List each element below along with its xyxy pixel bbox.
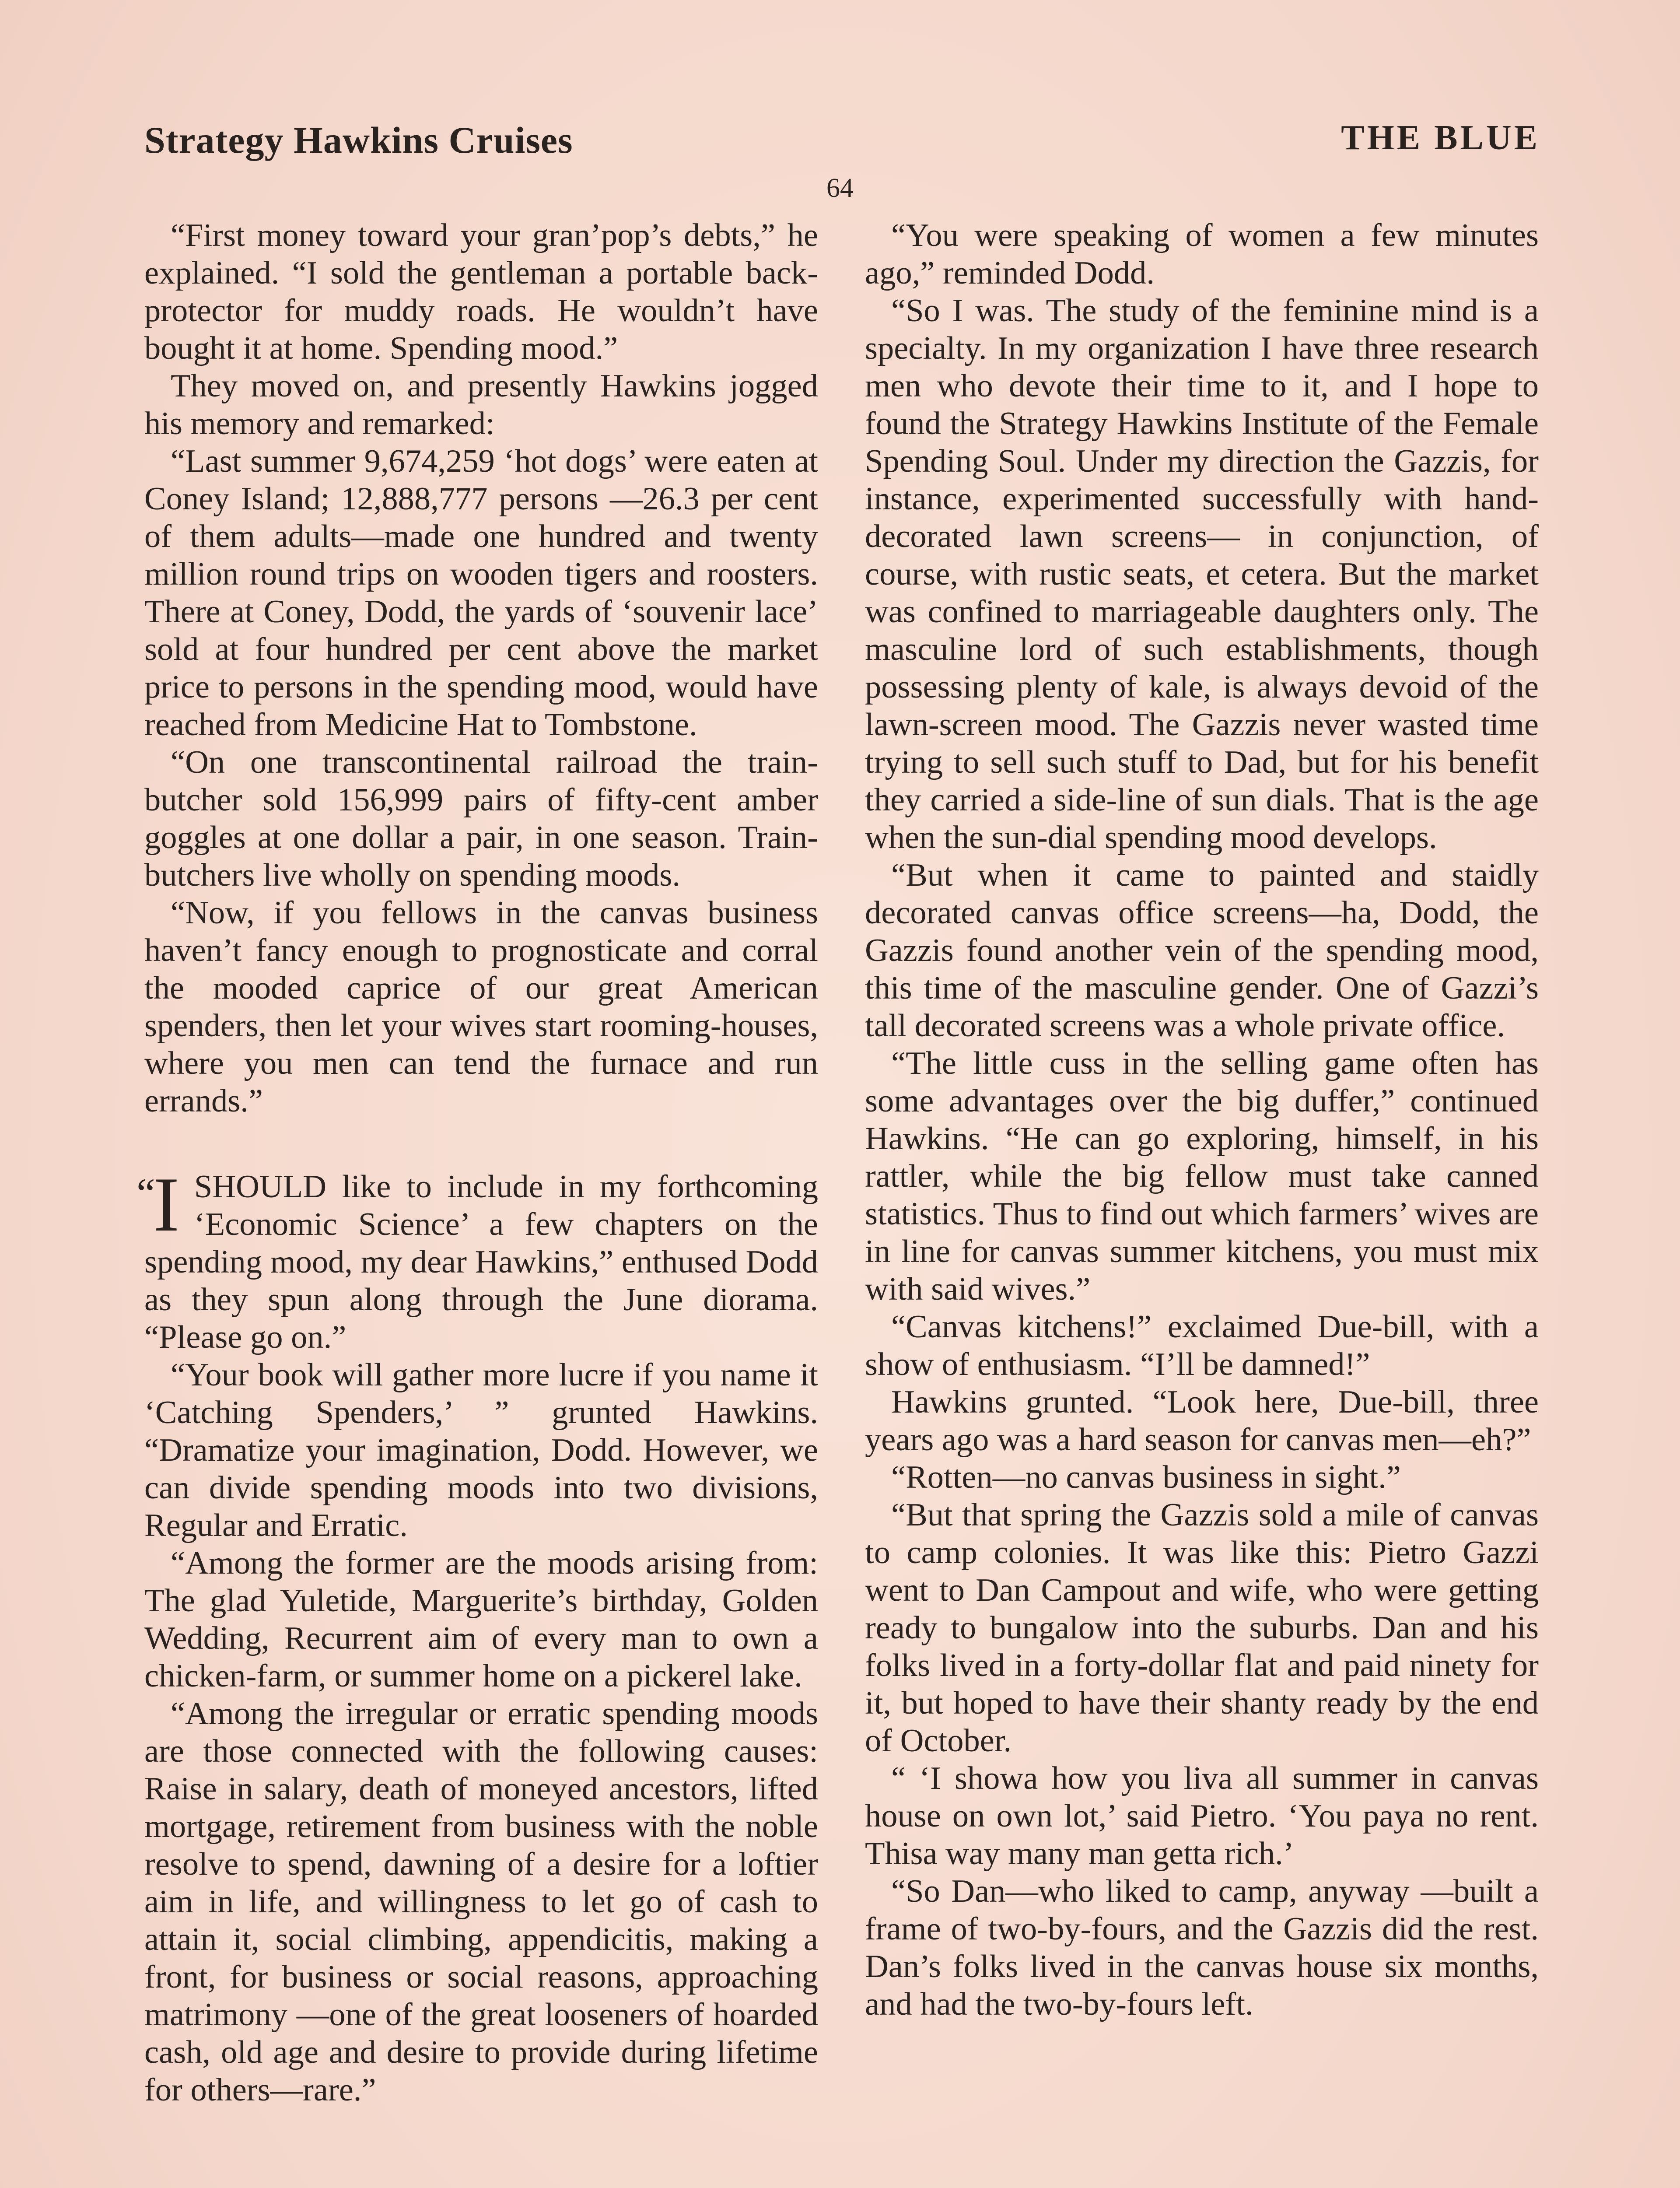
paragraph: “But when it came to painted and staidly decorated canvas office screens—ha, Dodd, the Gazzis found another vein of the spending mood, this time of the masculine gender. One of Gazzi’s tall decorated screens was a whole private office.	[865, 857, 1539, 1044]
paragraph: “Your book will gather more lucre if you name it ‘Catching Spenders,’ ” grunted Hawkins. “Dramatize your imagination, Dodd. However, we can divide spending moods into two divisions, Regular and Erratic.	[144, 1357, 818, 1543]
paragraph: “On one transcontinental railroad the train-butcher sold 156,999 pairs of fifty-cent amber goggles at one dollar a pair, in one season. Train-butchers live wholly on spending moods.	[144, 744, 818, 893]
paragraph: “Last summer 9,674,259 ‘hot dogs’ were eaten at Coney Island; 12,888,777 persons —26.3 per cent of them adults—made one hundred and twenty million round trips on wooden tigers and roosters. There at Coney, Dodd, the yards of ‘souvenir lace’ sold at four hundred per cent above the market price to persons in the spending mood, would have reached from Medicine Hat to Tombstone.	[144, 443, 818, 743]
paragraph: “Canvas kitchens!” exclaimed Due-bill, with a show of enthusiasm. “I’ll be damned!”	[865, 1309, 1539, 1382]
dropcap-quote: “	[136, 1170, 155, 1217]
story-title: Strategy Hawkins Cruises	[144, 119, 573, 161]
section-opening-paragraph	[136, 1161, 818, 1356]
paragraph: “The little cuss in the selling game often has some advantages over the big duffer,” continued Hawkins. “He can go exploring, himself, in his rattler, while the big fellow must take canned statistics. Thus to find out which farmers’ wives are in line for canvas summer kitchens, you must mix with said wives.”	[865, 1045, 1539, 1307]
magazine-title: THE BLUE	[1341, 119, 1540, 157]
running-head	[144, 118, 1540, 166]
paragraph: They moved on, and presently Hawkins jogged his memory and remarked:	[144, 368, 818, 442]
paragraph: “Among the former are the moods arising from: The glad Yuletide, Marguerite’s birthday, Golden Wedding, Recurrent aim of every man to own a chicken-farm, or summer home on a pickerel lake.	[144, 1545, 818, 1694]
drop-cap: I	[153, 1161, 179, 1248]
paragraph: “Rotten—no canvas business in sight.”	[891, 1459, 1401, 1495]
right-column	[865, 217, 1539, 2023]
paragraph: “But that spring the Gazzis sold a mile of canvas to camp colonies. It was like this: Pietro Gazzi went to Dan Campout and wife, who were getting ready to bungalow into the suburbs. Dan and his folks lived in a forty-dollar flat and paid ninety for it, but hoped to have their shanty ready by the end of October.	[865, 1497, 1539, 1759]
paragraph: Hawkins grunted. “Look here, Due-bill, three years ago was a hard season for canvas men—eh?”	[865, 1384, 1539, 1458]
page-number: 64	[826, 173, 854, 203]
left-column	[136, 217, 818, 2109]
paragraph: “Now, if you fellows in the canvas business haven’t fancy enough to prognosticate and corral the mooded caprice of our great American spenders, then let your wives start rooming-houses, where you men can tend the furnace and run errands.”	[144, 895, 818, 1119]
dropcap-text: SHOULD like to include in my forthcoming ‘Economic Science’ a few chapters on the spending mood, my dear Hawkins,” enthused Dodd as they spun along through the June diorama. “Please go on.”	[144, 1169, 818, 1355]
paragraph: “So Dan—who liked to camp, anyway —built a frame of two-by-fours, and the Gazzis did the rest. Dan’s folks lived in the canvas house six months, and had the two-by-fours left.	[865, 1873, 1539, 2022]
paragraph: “ ‘I showa how you liva all summer in canvas house on own lot,’ said Pietro. ‘You paya no rent. Thisa way many man getta rich.’	[865, 1760, 1539, 1872]
paragraph: “Among the irregular or erratic spending moods are those connected with the following causes: Raise in salary, death of moneyed ancestors, lifted mortgage, retirement from business with the noble resolve to spend, dawning of a desire for a loftier aim in life, and willingness to let go of cash to attain it, social climbing, appendicitis, making a front, for business or social reasons, approaching matrimony —one of the great looseners of hoarded cash, old age and desire to provide during lifetime for others—rare.”	[144, 1696, 818, 2108]
paragraph: “You were speaking of women a few minutes ago,” reminded Dodd.	[865, 217, 1539, 291]
paragraph: “So I was. The study of the feminine mind is a specialty. In my organization I have three research men who devote their time to it, and I hope to found the Strategy Hawkins Institute of the Female Spending Soul. Under my direction the Gazzis, for instance, experimented successfully with hand-decorated lawn screens— in conjunction, of course, with rustic seats, et cetera. But the market was confined to marriageable daughters only. The masculine lord of such establishments, though possessing plenty of kale, is always devoid of the lawn-screen mood. The Gazzis never wasted time trying to sell such stuff to Dad, but for his benefit they carried a side-line of sun dials. That is the age when the sun-dial spending mood develops.	[865, 293, 1539, 856]
paragraph: “First money toward your gran’pop’s debts,” he explained. “I sold the gentleman a portable back-protector for muddy roads. He wouldn’t have bought it at home. Spending mood.”	[144, 217, 818, 366]
